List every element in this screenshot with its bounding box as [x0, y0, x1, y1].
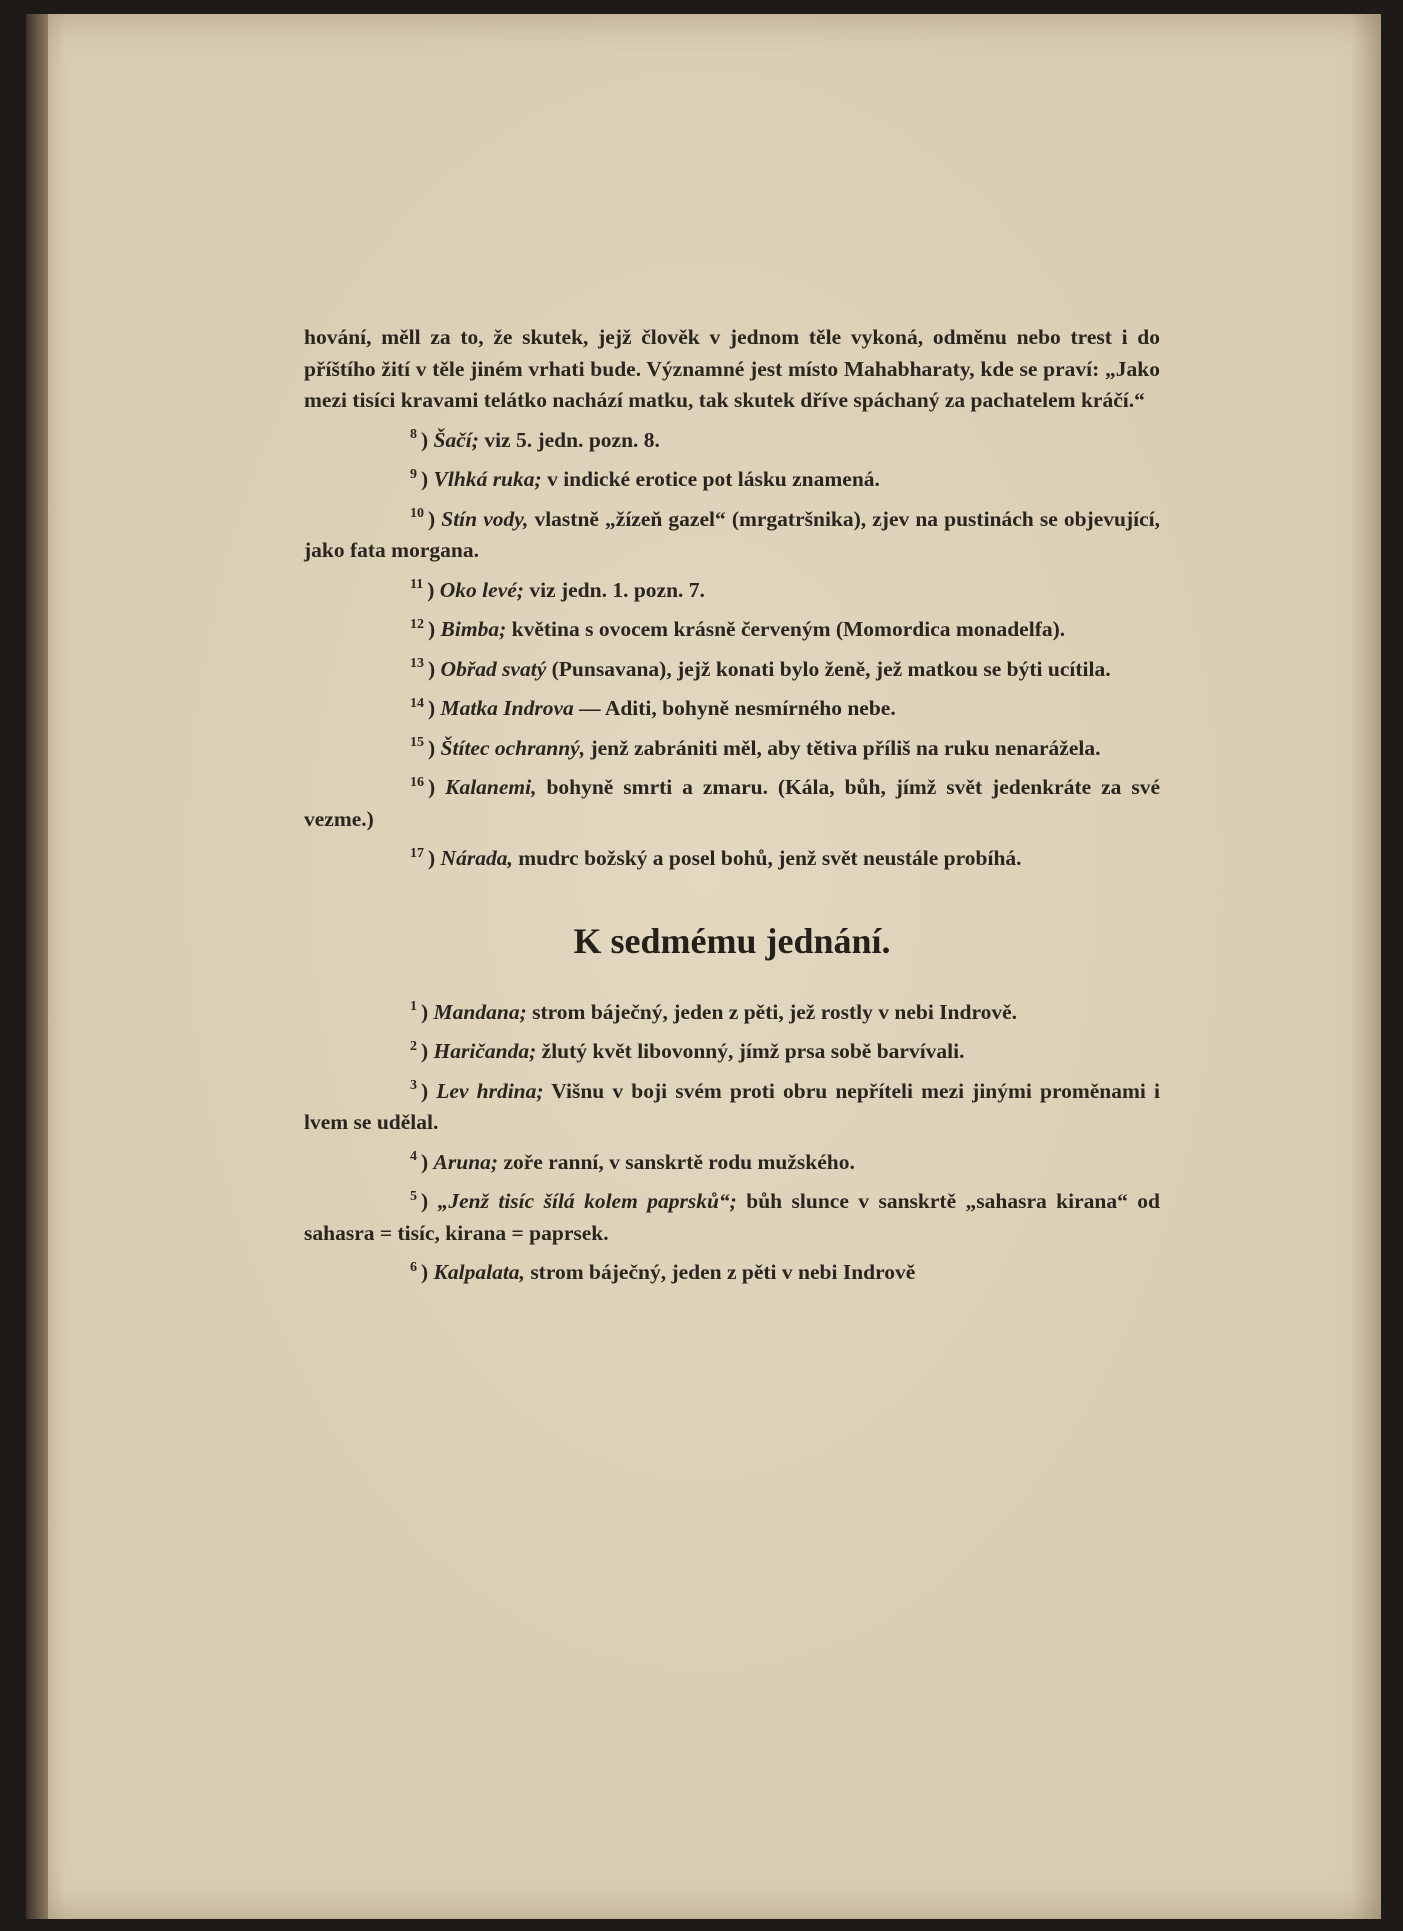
- notes-section-1: [304, 425, 1160, 875]
- footnote: $^1$ ) Mandana; strom báječný, jeden z pěti, jež rostly v nebi Indrově.: [410, 999, 1018, 1024]
- footnote-term: Šačí;: [433, 427, 479, 452]
- footnote-text: bohyně smrti a zmaru. (Kála, bůh, jímž svět jedenkráte za své vezme.): [304, 775, 1160, 831]
- footnote-text: viz jedn. 1. pozn. 7.: [523, 577, 705, 602]
- footnote: $^{15}$ ) Štítec ochranný, jenž zabrániti měl, aby tětiva příliš na ruku nenarážela.: [410, 735, 1101, 760]
- footnote: $^{10}$ ) Stín vody, vlastně „žízeň gazel“ (mrgatršnika), zjev na pustinách se objevující, jako fata morgana.: [304, 506, 1160, 562]
- footnote-term: Vlhká ruka;: [433, 467, 542, 491]
- footnote-number: 8: [410, 427, 417, 443]
- footnote-number: 6: [410, 1259, 417, 1275]
- footnote: $^{13}$ ) Obřad svatý (Punsavana), jejž konati bylo ženě, jež matkou se býti ucítila.: [410, 656, 1111, 681]
- footnote-term: Aruna;: [433, 1149, 499, 1174]
- text-block: [304, 322, 1160, 1289]
- footnote-term: Kalanemi,: [445, 775, 537, 799]
- footnote: $^8$ ) Šačí; viz 5. jedn. pozn. 8.: [410, 427, 660, 452]
- footnote: $^6$ ) Kalpalata, strom báječný, jeden z pěti v nebi Indrově: [410, 1259, 916, 1284]
- footnote-text: strom báječný, jeden z pěti v nebi Indrově: [524, 1260, 916, 1284]
- binding-gutter: [26, 14, 48, 1919]
- footnote-number: 3: [410, 1078, 417, 1094]
- footnote-number: 11: [410, 577, 424, 593]
- footnote-number: 4: [410, 1149, 417, 1165]
- footnote-term: Štítec ochranný,: [440, 735, 586, 760]
- footnote-number: 9: [410, 466, 417, 482]
- footnote-number: 17: [410, 845, 424, 861]
- footnote-number: 14: [410, 695, 424, 711]
- footnote-text: květina s ovocem krásně červeným (Momordica monadelfa).: [506, 617, 1066, 641]
- footnote-text: v indické erotice pot lásku znamená.: [541, 467, 880, 491]
- footnote-term: Mandana;: [433, 999, 527, 1024]
- footnote-text: žlutý květ libovonný, jímž prsa sobě barvívali.: [536, 1039, 965, 1063]
- footnote-number: 15: [410, 735, 424, 751]
- footnote-term: Stín vody,: [441, 506, 529, 531]
- footnote-text: viz 5. jedn. pozn. 8.: [478, 427, 660, 452]
- footnote-text: Višnu v boji svém proti obru nepříteli mezi jinými proměnami i lvem se udělal.: [304, 1078, 1160, 1134]
- footnote-text: — Aditi, bohyně nesmírného nebe.: [573, 696, 896, 720]
- footnote: $^{17}$ ) Nárada, mudrc božský a posel bohů, jenž svět neustále probíhá.: [410, 845, 1022, 870]
- footnote: $^{14}$ ) Matka Indrova — Aditi, bohyně nesmírného nebe.: [410, 695, 896, 720]
- footnote-term: Bimba;: [440, 617, 507, 641]
- footnote: $^3$ ) Lev hrdina; Višnu v boji svém proti obru nepříteli mezi jinými proměnami i lvem se udělal.: [304, 1078, 1160, 1134]
- footnote-text: zoře ranní, v sanskrtě rodu mužského.: [498, 1149, 855, 1174]
- footnote-text: strom báječný, jeden z pěti, jež rostly v nebi Indrově.: [526, 999, 1018, 1024]
- footnote: $^{16}$ ) Kalanemi, bohyně smrti a zmaru. (Kála, bůh, jímž svět jedenkráte za své vezme.): [304, 774, 1160, 831]
- paper-sheet: [26, 14, 1381, 1919]
- footnote-term: Oko levé;: [439, 577, 524, 602]
- footnote-number: 1: [410, 999, 417, 1015]
- section-heading: K sedmému jednání.: [573, 920, 891, 961]
- footnote-term: Lev hrdina;: [436, 1078, 544, 1103]
- footnote-text: mudrc božský a posel bohů, jenž svět neustále probíhá.: [512, 846, 1022, 870]
- footnote-term: Obřad svatý: [440, 656, 547, 681]
- footnote-text: vlastně „žízeň gazel“ (mrgatršnika), zjev na pustinách se objevující, jako fata morgana.: [304, 506, 1160, 562]
- footnote-number: 10: [410, 506, 424, 522]
- footnote: $^{12}$ ) Bimba; květina s ovocem krásně červeným (Momordica monadelfa).: [410, 616, 1066, 641]
- footnote-term: Matka Indrova: [440, 696, 574, 720]
- footnote-number: 16: [410, 774, 424, 790]
- footnote: $^9$ ) Vlhká ruka; v indické erotice pot lásku znamená.: [410, 466, 880, 491]
- intro-paragraph: hování, měll za to, že skutek, jejž člověk v jednom těle vykoná, odměnu nebo trest i do příštího žití v těle jiném vrhati bude. Významné jest místo Mahabharaty, kde se praví: „Jako mezi tisíci kravami telátko nachází matku, tak skutek dříve spáchaný za pachatelem kráčí.“: [304, 325, 1160, 412]
- footnote-number: 13: [410, 656, 424, 672]
- footnote-text: bůh slunce v sanskrtě „sahasra kirana“ od sahasra = tisíc, kirana = paprsek.: [304, 1189, 1160, 1245]
- footnote-number: 2: [410, 1038, 417, 1054]
- footnote-number: 12: [410, 616, 424, 632]
- footnote-term: Nárada,: [440, 846, 513, 870]
- footnote-term: Kalpalata,: [433, 1260, 525, 1284]
- footnote-number: 5: [410, 1188, 417, 1204]
- footnote: $^{11}$ ) Oko levé; viz jedn. 1. pozn. 7.: [410, 577, 705, 602]
- footnote-text: (Punsavana), jejž konati bylo ženě, jež matkou se býti ucítila.: [546, 656, 1111, 681]
- footnote: $^4$ ) Aruna; zoře ranní, v sanskrtě rodu mužského.: [410, 1149, 855, 1174]
- footnote: $^5$ ) „Jenž tisíc šílá kolem paprsků“; bůh slunce v sanskrtě „sahasra kirana“ od sahasra = tisíc, kirana = paprsek.: [304, 1188, 1160, 1245]
- footnote: $^2$ ) Haričanda; žlutý květ libovonný, jímž prsa sobě barvívali.: [410, 1038, 965, 1063]
- notes-section-2: [304, 997, 1160, 1289]
- footnote-text: jenž zabrániti měl, aby tětiva příliš na ruku nenarážela.: [585, 735, 1101, 760]
- footnote-term: „Jenž tisíc šílá kolem paprsků“;: [437, 1189, 737, 1213]
- footnote-term: Haričanda;: [433, 1039, 537, 1063]
